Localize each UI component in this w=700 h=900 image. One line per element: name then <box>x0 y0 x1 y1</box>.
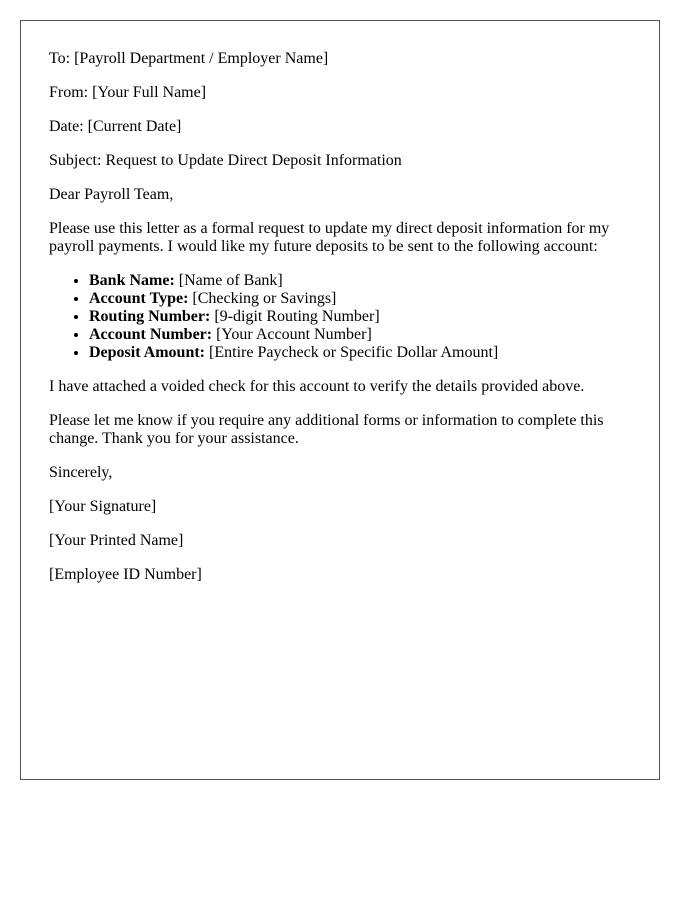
detail-account-type <box>89 290 631 308</box>
employee-id-placeholder: [Employee ID Number] <box>49 566 202 583</box>
detail-account-number <box>89 326 631 344</box>
detail-label: Routing Number: <box>89 308 211 325</box>
detail-value: [Name of Bank] <box>174 272 283 289</box>
detail-value: [Entire Paycheck or Specific Dollar Amount] <box>205 344 499 361</box>
detail-bank-name <box>89 272 631 290</box>
date-line: Date: [Current Date] <box>49 118 182 135</box>
closing-paragraph: Please let me know if you require any additional forms or information to complete this change. Thank you for your assistance. <box>49 412 604 447</box>
detail-value: [9-digit Routing Number] <box>210 308 380 325</box>
account-details-list <box>49 272 631 362</box>
detail-label: Account Type: <box>89 290 189 307</box>
detail-label: Account Number: <box>89 326 213 343</box>
intro-paragraph: Please use this letter as a formal request to update my direct deposit information for my payroll payments. I would like my future deposits to be sent to the following account: <box>49 220 610 255</box>
signature-placeholder: [Your Signature] <box>49 498 157 515</box>
detail-label: Deposit Amount: <box>89 344 206 361</box>
detail-value: [Your Account Number] <box>212 326 372 343</box>
subject-line: Subject: Request to Update Direct Deposit Information <box>49 152 402 169</box>
sign-off: Sincerely, <box>49 464 113 481</box>
salutation: Dear Payroll Team, <box>49 186 174 203</box>
printed-name-placeholder: [Your Printed Name] <box>49 532 184 549</box>
detail-deposit-amount <box>89 344 631 362</box>
from-line: From: [Your Full Name] <box>49 84 207 101</box>
to-line: To: [Payroll Department / Employer Name] <box>49 50 329 67</box>
letter-page <box>20 20 660 780</box>
detail-routing-number <box>89 308 631 326</box>
detail-value: [Checking or Savings] <box>188 290 337 307</box>
detail-label: Bank Name: <box>89 272 175 289</box>
attachment-paragraph: I have attached a voided check for this account to verify the details provided above. <box>49 378 585 395</box>
